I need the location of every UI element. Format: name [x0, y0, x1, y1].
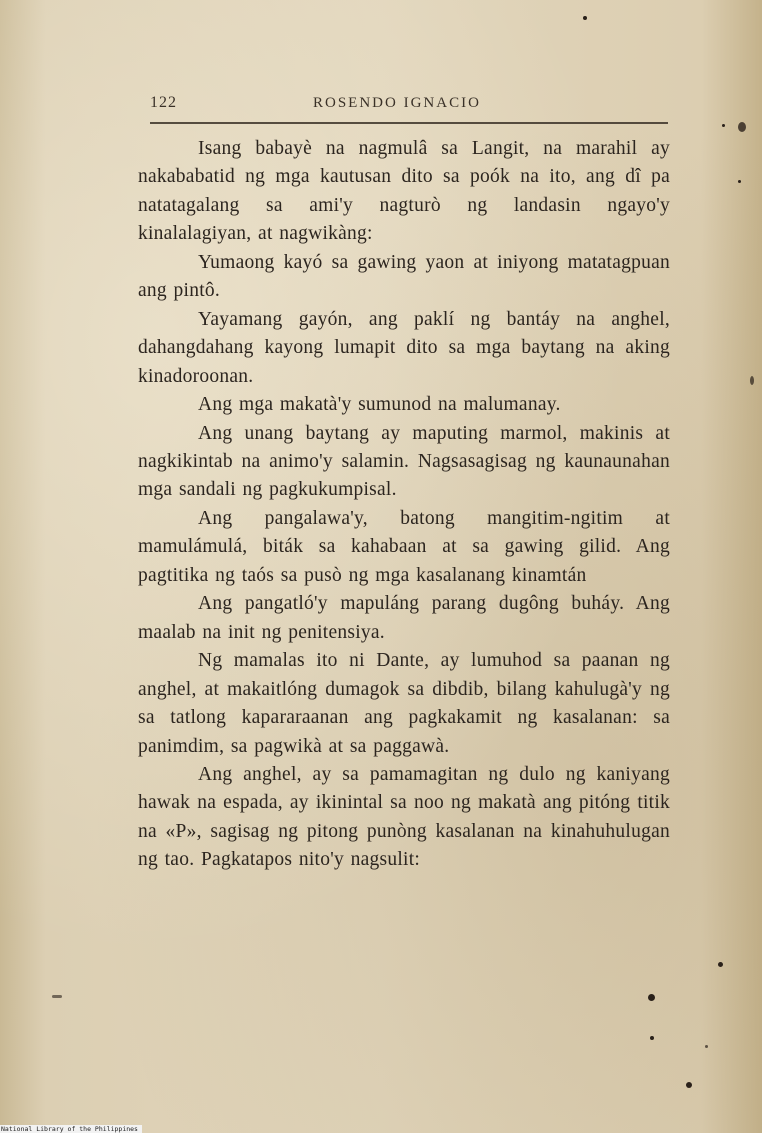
ink-speck: [750, 376, 754, 385]
library-credit: National Library of the Philippines: [0, 1125, 142, 1133]
running-head: ROSENDO IGNACIO: [313, 95, 481, 111]
ink-speck: [705, 1045, 708, 1048]
paragraph: Ang mga makatà'y sumunod na malumanay.: [198, 394, 561, 416]
page-header: [150, 94, 666, 118]
paragraph: Ang anghel, ay sa pamamagitan ng dulo ng kaniyang hawak na espada, ay ikinintal sa noo ng makatà ang pitóng titik na «P», sagisag ng pitong punòng kasalanan na kinahuhulugan ng tao. Pagkatapos nito'y nagsulit:: [138, 763, 670, 871]
ink-speck: [738, 122, 746, 132]
ink-speck: [648, 994, 655, 1001]
ink-speck: [583, 16, 587, 20]
paragraph: Ang pangalawa'y, batong mangitim-ngitim at mamulámulá, biták sa kahabaan at sa gawing gilid. Ang pagtitika ng taós sa pusò ng mga kasalanang kinamtán: [138, 507, 670, 586]
page-number: 122: [150, 94, 177, 111]
ink-speck: [722, 124, 725, 127]
ink-speck: [52, 995, 62, 998]
ink-speck: [738, 180, 741, 183]
ink-speck: [718, 962, 723, 967]
paragraph: Yumaong kayó sa gawing yaon at iniyong matatagpuan ang pintô.: [138, 251, 670, 302]
paragraph: Ng mamalas ito ni Dante, ay lumuhod sa paanan ng anghel, at makaitlóng dumagok sa dibdib, bilang kahulugà'y ng sa tatlong kapararaanan ang pagkakamit ng kasalanan: sa panimdim, sa pagwikà at sa paggawà.: [138, 650, 670, 757]
paragraph: Ang unang baytang ay maputing marmol, makinis at nagkikintab na animo'y salamin. Nagsasagisag ng kaunaunahan mga sandali ng pagkukumpisal.: [138, 422, 670, 501]
header-rule: [150, 122, 668, 124]
paragraph: Isang babayè na nagmulâ sa Langit, na marahil ay nakababatid ng mga kautusan dito sa poók na ito, ang dî pa natatagalang sa ami'y nagturò ng landasin ngayo'y kinalalagiyan, at nagwikàng:: [138, 138, 670, 245]
paragraph: Yayamang gayón, ang paklí ng bantáy na anghel, dahangdahang kayong lumapit dito sa mga baytang na aking kinadoroonan.: [138, 308, 670, 387]
body-text: [138, 135, 670, 875]
paragraph: Ang pangatló'y mapuláng parang dugông buháy. Ang maalab na init ng penitensiya.: [138, 593, 670, 643]
ink-speck: [686, 1082, 692, 1088]
ink-speck: [650, 1036, 654, 1040]
